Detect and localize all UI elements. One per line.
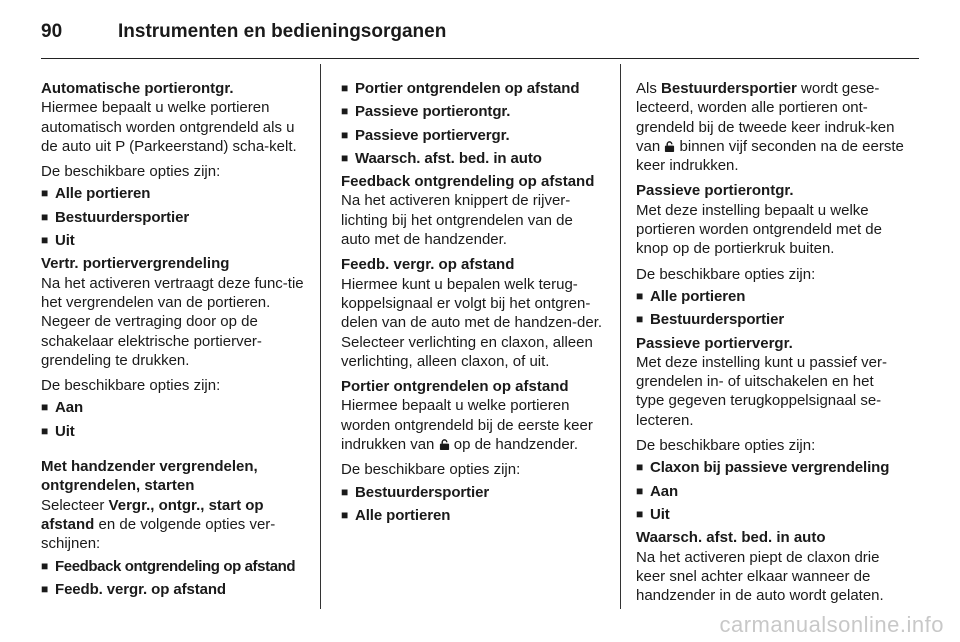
options-intro: De beschikbare opties zijn: [41,163,221,181]
options-list [41,184,309,250]
options-intro: De beschikbare opties zijn: [41,377,221,395]
list-item: ■ Alle portieren [636,287,904,306]
section-body: Hiermee kunt u bepalen welk terug-koppelsignaal er volgt bij het ontgren-delen van de auto met de handzen-der. Selecteer verlichting en claxon, alleen verlichting, alleen claxon, of uit. [341,275,603,370]
options-intro: De beschikbare opties zijn: [636,265,816,283]
column-3 [636,79,904,605]
section-body: Met deze instelling bepaalt u welke portieren worden ontgrendeld met de knop op de portierkruk buiten. [636,201,882,258]
list-item: ■ Feedb. vergr. op afstand [41,580,309,599]
list-item: ■ Bestuurdersportier [636,310,904,329]
options-list [341,79,603,168]
section-title: Feedb. vergr. op afstand [341,256,515,274]
section-body: Na het activeren piept de claxon drie keer snel achter elkaar wanneer de handzender in de auto wordt gelaten. [636,548,884,605]
page-number: 90 [41,21,63,42]
column-2 [341,79,603,529]
section-body: Na het activeren knippert de rijver-lichting bij het ontgrendelen van de auto met de handzender. [341,192,573,249]
section-title: Feedback ontgrendeling op afstand [341,173,595,191]
list-item: ■ Bestuurdersportier [341,483,603,502]
list-item: ■ Alle portieren [341,506,603,525]
section-title: Automatische portierontgr. [41,80,234,97]
list-item: ■ Bestuurdersportier [41,208,309,227]
unlock-icon [439,439,450,450]
list-item: ■ Aan [636,482,904,501]
list-item: ■ Uit [41,422,309,441]
list-item: ■ Passieve portierontgr. [341,102,603,121]
options-list [636,287,904,330]
section-title: Vertr. portiervergrendeling [41,255,230,273]
column-1 [41,79,309,603]
inline-bold: Bestuurdersportier [661,80,797,97]
page-header [41,14,446,50]
inline-bold: Vergr., ontgr., start op afstand [41,496,264,533]
options-list [636,458,904,524]
list-item: ■ Portier ontgrendelen op afstand [341,79,603,98]
watermark: carmanualsonline.info [719,612,944,637]
list-item: ■ Passieve portiervergr. [341,126,603,145]
section-title: Passieve portiervergr. [636,334,793,352]
list-item: ■ Aan [41,398,309,417]
options-list [41,398,309,441]
options-intro: De beschikbare opties zijn: [341,461,521,479]
column-divider [320,64,321,609]
header-rule [41,58,919,59]
section-body: Selecteer Vergr., ontgr., start op afstand en de volgende opties ver-schijnen: [41,496,276,553]
section-title: Met handzender vergrendelen, ontgrendelen, starten [41,458,258,495]
options-list [41,557,309,600]
section-title: Waarsch. afst. bed. in auto [636,529,826,547]
list-item: ■ Alle portieren [41,184,309,203]
section-title: Portier ontgrendelen op afstand [341,378,569,396]
list-item: ■ Waarsch. afst. bed. in auto [341,149,603,168]
list-item: ■ Uit [41,231,309,250]
list-item: ■ Feedback ontgrendeling op afstand [41,557,309,576]
section-body: Na het activeren vertraagt deze func-tie het vergrendelen van de portieren. Negeer de vertraging door op de schakelaar elektrische portierver-grendeling te drukken. [41,274,304,369]
column-divider [620,64,621,609]
list-item: ■ Uit [636,505,904,524]
unlock-icon [664,141,675,152]
options-intro: De beschikbare opties zijn: [636,437,816,455]
section-body: Hiermee bepaalt u welke portieren automatisch worden ontgrendeld als u de auto uit P (Parkeerstand) scha-kelt. [41,99,297,155]
section-body: Met deze instelling kunt u passief ver-grendelen in- of uitschakelen en het type gegeven terugkoppelsignaal se-lecteren. [636,353,887,429]
section-body: Als Bestuurdersportier wordt gese-lecteerd, worden alle portieren ont-grendeld bij de tweede keer indruk-ken van binnen vijf seconden na de eerste keer indrukken. [636,80,904,175]
options-list [341,483,603,526]
section-title: Passieve portierontgr. [636,182,794,200]
section-body: Hiermee bepaalt u welke portieren worden ontgrendeld bij de eerste keer indrukken van op de handzender. [341,397,593,454]
list-item: ■ Claxon bij passieve vergrendeling [636,458,904,477]
page-title: Instrumenten en bedieningsorganen [118,21,447,42]
